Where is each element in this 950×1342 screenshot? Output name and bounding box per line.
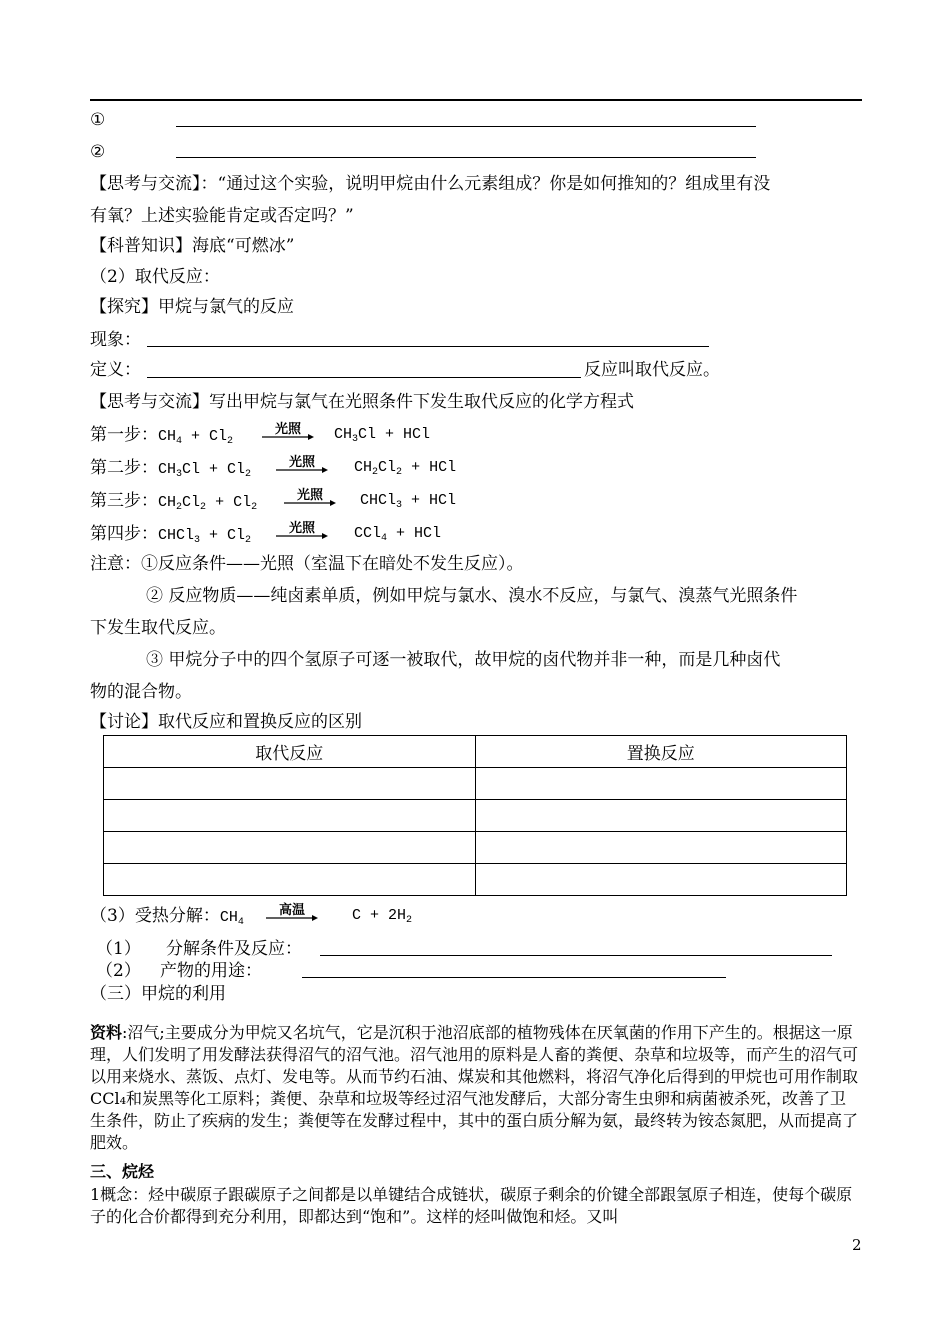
table-cell[interactable] (104, 800, 476, 832)
reaction-arrow-icon (276, 466, 328, 474)
science-text: 海底“可燃冰” (192, 236, 295, 256)
section-substitution-title: （2）取代反应： (90, 267, 220, 287)
think-discuss-2-text: 写出甲烷与氯气在光照条件下发生取代反应的化学方程式 (209, 392, 634, 412)
step-2-reactants: $CH_3Cl + Cl_2$ (158, 461, 252, 480)
step-4-label: 第四步： (90, 524, 158, 544)
think-discuss-2 (90, 390, 634, 414)
material-text: :沼气;主要成分为甲烷又名坑气，它是沉积于池沼底部的植物残体在厌氧菌的作用下产生的。根据这一原理，人们发明了用发酵法获得沼气的沼气池。沼气池用的原料是人畜的粪便、杂草和垃圾等，而产生的沼气可以用来烧水、蒸饭、点灯、发电等。从而节约石油、煤炭和其他燃料，将沼气净化后得到的甲烷也可用作制取CCl₄和炭黑等化工原料；粪便、杂草和垃圾等经过沼气池发酵后，大部分寄生虫卵和病菌被杀死，改善了卫生条件，防止了疾病的发生；粪便等在发酵过程中，其中的蛋白质分解为氨，最终转为铵态氮肥，从而提高了肥效。 (90, 1023, 859, 1152)
step-3-label: 第三步： (90, 491, 158, 511)
step-4 (90, 522, 251, 553)
table-row (104, 832, 847, 864)
step-1-products: $CH_3Cl$ + HCl (334, 426, 431, 445)
explore-label: 【探究】 (90, 297, 158, 317)
science-label: 【科普知识】 (90, 236, 192, 256)
table-cell[interactable] (475, 800, 847, 832)
table-cell[interactable] (475, 864, 847, 896)
table-cell[interactable] (104, 832, 476, 864)
question-2-number: （2） (96, 961, 141, 981)
phenomenon-label: 现象： (90, 330, 141, 350)
decomposition-products: $C + 2H_2$ (352, 907, 413, 926)
step-2-label: 第二步： (90, 458, 158, 478)
table-header-substitution: 取代反应 (104, 736, 476, 768)
think-discuss-text: ：“通过这个实验，说明甲烷由什么元素组成？你是如何推知的？组成里有没 (200, 174, 771, 194)
step-3-products: CHCl$_3$ + HCl (360, 492, 457, 511)
think-discuss-1 (90, 172, 770, 196)
step-1 (90, 423, 233, 454)
explore-text: 甲烷与氯气的反应 (158, 297, 294, 317)
decomposition-arrow (266, 901, 318, 925)
reaction-arrow-icon (284, 499, 336, 507)
question-1-number: （1） (96, 939, 141, 959)
note-1: 注意：①反应条件——光照（室温下在暗处不发生反应）。 (90, 554, 524, 574)
step-4-products: CCl$_4$ + HCl (354, 525, 442, 544)
definition-suffix: 反应叫取代反应。 (584, 360, 720, 380)
step-4-reactants: CHCl$_3$ + $Cl_2$ (158, 527, 252, 546)
step-3-condition: 光照 (296, 488, 323, 503)
step-2-arrow (276, 453, 328, 477)
table-header-replacement: 置换反应 (475, 736, 847, 768)
discussion-heading (90, 710, 362, 734)
step-4-arrow (276, 519, 328, 543)
material-label: 资料 (90, 1023, 123, 1042)
table-cell[interactable] (475, 832, 847, 864)
phenomenon-blank[interactable] (147, 346, 709, 347)
decomposition-heading (90, 904, 244, 935)
table-header-row (104, 736, 847, 768)
note-2: ② 反应物质——纯卤素单质，例如甲烷与氯水、溴水不反应，与氯气、溴蒸气光照条件 (146, 586, 798, 606)
definition-label: 定义： (90, 360, 141, 380)
note-3-cont: 物的混合物。 (90, 682, 192, 702)
question-2-blank[interactable] (302, 977, 726, 978)
alkane-concept: 1概念：烃中碳原子跟碳原子之间都是以单键结合成链状，碳原子剩余的价键全部跟氢原子相连，使每个碳原子的化合价都得到充分利用，即都达到“饱和”。这样的烃叫做饱和烃。又叫 (90, 1185, 853, 1226)
table-row (104, 800, 847, 832)
question-1-blank[interactable] (320, 955, 832, 956)
decomposition-condition: 高温 (278, 903, 305, 918)
table-row (104, 768, 847, 800)
table-row (104, 864, 847, 896)
reaction-arrow-icon (262, 433, 314, 441)
think-discuss-label: 【思考与交流】 (90, 174, 201, 194)
table-cell[interactable] (104, 864, 476, 896)
step-2-products: $CH_2Cl_2$ + HCl (354, 459, 457, 478)
note-2-cont: 下发生取代反应。 (90, 618, 226, 638)
question-2-text: 产物的用途： (160, 961, 262, 981)
answer-blank-1[interactable] (176, 126, 756, 127)
blank-item-1-number: ① (90, 110, 106, 130)
page-number: 2 (852, 1236, 862, 1254)
science-knowledge (90, 234, 294, 258)
discussion-label: 【讨论】 (90, 712, 158, 732)
usage-heading: （三）甲烷的利用 (90, 984, 226, 1004)
decomposition-reactant: $CH_4$ (219, 909, 244, 928)
alkane-heading: 三、烷烃 (90, 1162, 155, 1181)
step-1-reactants: $CH_4 + Cl_2$ (158, 428, 234, 447)
step-1-arrow (262, 420, 314, 444)
table-cell[interactable] (104, 768, 476, 800)
question-1-text: 分解条件及反应： (166, 939, 302, 959)
step-3 (90, 489, 257, 520)
step-3-arrow (284, 486, 336, 510)
answer-blank-2[interactable] (176, 157, 756, 158)
step-2-condition: 光照 (288, 455, 315, 470)
think-discuss-2-label: 【思考与交流】 (90, 392, 209, 412)
top-rule (90, 99, 862, 101)
comparison-table (103, 735, 847, 896)
step-1-label: 第一步： (90, 425, 158, 445)
material-paragraph (90, 1022, 862, 1154)
discussion-text: 取代反应和置换反应的区别 (158, 712, 362, 732)
explore-heading (90, 295, 294, 319)
definition-blank[interactable] (147, 377, 581, 378)
step-4-condition: 光照 (288, 521, 315, 536)
decomposition-title: （3）受热分解： (90, 906, 220, 926)
table-cell[interactable] (475, 768, 847, 800)
note-3: ③ 甲烷分子中的四个氢原子可逐一被取代，故甲烷的卤代物并非一种，而是几种卤代 (146, 650, 781, 670)
step-1-condition: 光照 (274, 422, 301, 437)
think-discuss-1-cont: 有氧？上述实验能肯定或否定吗？” (90, 206, 354, 226)
step-2 (90, 456, 251, 487)
reaction-arrow-icon (276, 532, 328, 540)
step-3-reactants: $CH_2Cl_2 + Cl_2$ (158, 494, 258, 513)
blank-item-2-number: ② (90, 142, 106, 162)
reaction-arrow-icon (266, 914, 318, 922)
